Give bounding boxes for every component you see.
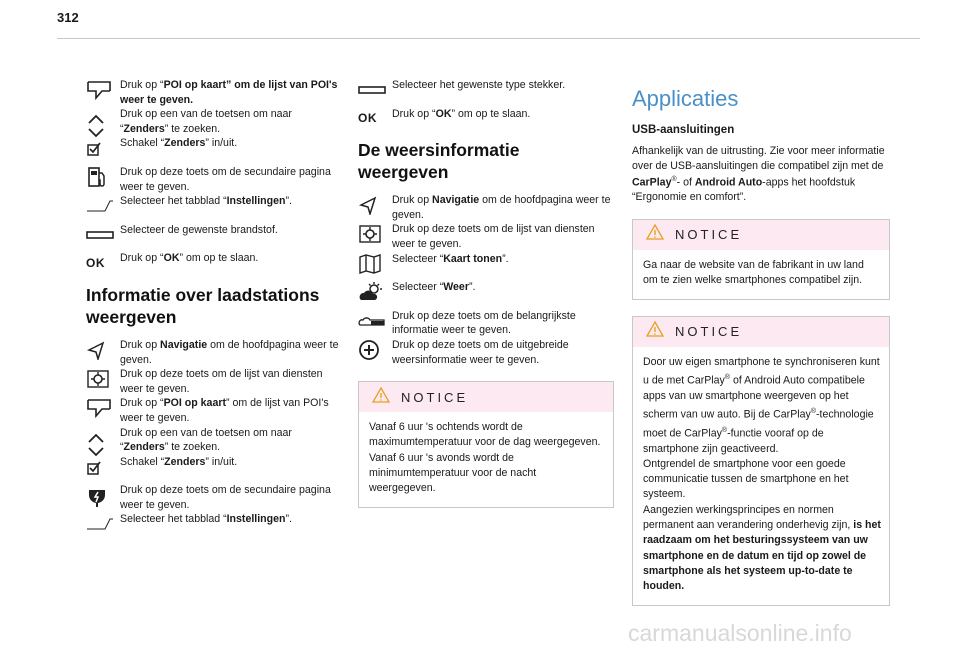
column-2 — [358, 78, 614, 508]
selection-bar-icon — [358, 79, 386, 101]
watermark: carmanualsonline.info — [628, 620, 852, 646]
warning-triangle-icon — [371, 386, 391, 409]
ok-icon: OK — [358, 111, 377, 126]
section-heading-apps: Applicaties — [632, 86, 739, 111]
step-navigation: Druk op Navigatie om de hoofdpagina weer te geven. — [358, 193, 614, 222]
notice-header — [633, 220, 889, 250]
step-show-map: Selecteer “Kaart tonen”. — [358, 252, 614, 267]
notice-body: Vanaf 6 uur 's ochtends wordt de maximumtemperatuur voor de dag weergegeven. Vanaf 6 uur 's avonds wordt de minimumtemperatuur voor de nacht weergegeven. — [369, 421, 601, 495]
notice-header — [359, 382, 613, 412]
poi-map-icon — [86, 397, 114, 419]
fuel-pump-icon — [86, 166, 114, 188]
notice-body: Ga naar de website van de fabrikant in uw land om te zien welke smartphones compatibel zijn. — [643, 258, 864, 287]
step-settings-tab-2: Selecteer het tabblad “Instellingen”. — [86, 512, 342, 527]
ok-icon: OK — [86, 256, 105, 271]
step-save: OK Druk op “OK” om op te slaan. — [86, 251, 342, 266]
section-heading-charging: Informatie over laadstations weergeven — [86, 284, 320, 327]
charging-plug-icon — [86, 484, 114, 506]
step-services-list: Druk op deze toets om de lijst van diensten weer te geven. — [86, 367, 342, 396]
usb-paragraph: Afhankelijk van de uitrusting. Zie voor meer informatie over de USB-aansluitingen die compatibel zijn met de CarPlay®- of Android Auto-apps het hoofdstuk “Ergonomie en comfort”. — [632, 145, 885, 204]
weather-icon — [358, 281, 386, 303]
page-number: 312 — [57, 10, 79, 25]
step-main-info: Druk op deze toets om de belangrijkste informatie weer te geven. — [358, 309, 614, 338]
step-secondary-page-2: Druk op deze toets om de secundaire pagina weer te geven. — [86, 483, 342, 512]
step-poi-map: Druk op “POI op kaart” om de lijst van POI's weer te geven. — [86, 78, 342, 107]
notice-body: Door uw eigen smartphone te synchroniseren kunt u de met CarPlay® of Android Auto compatibele apps van uw smartphone weergeven op het scherm van uw auto. Bij de CarPlay®-technologie moet de CarPlay®-functie vooraf op de smartphone zijn geactiveerd. Ontgrendel de smartphone voor een goede communicatie tussen de smartphone en het systeem. Aangezien werkingsprincipes en normen permanent aan verandering onderhevig zijn, is het raadzaam om het besturingssysteem van uw smartphone en de datum en tijd op zowel de smartphone als het systeem up-to-date te houden. — [643, 355, 881, 593]
step-search-stations-2: Druk op een van de toetsen om naar “Zenders” te zoeken. — [86, 426, 342, 455]
notice-box-sync — [632, 316, 890, 606]
column-3 — [632, 78, 890, 606]
subheading-usb: USB-aansluitingen — [632, 124, 735, 136]
step-select-fuel: Selecteer de gewenste brandstof. — [86, 223, 342, 238]
step-select-plug: Selecteer het gewenste type stekker. — [358, 78, 614, 93]
notice-title: NOTICE — [401, 389, 469, 405]
warning-triangle-icon — [645, 320, 665, 343]
weather-info-icon — [358, 310, 386, 332]
navigation-arrow-icon — [358, 194, 386, 216]
notice-box-weather — [358, 381, 614, 507]
step-search-stations: Druk op een van de toetsen om naar “Zenders” te zoeken. — [86, 107, 342, 136]
checkbox-icon — [86, 457, 114, 479]
plus-circle-icon — [358, 339, 386, 361]
poi-map-icon — [86, 79, 114, 101]
navigation-arrow-icon — [86, 339, 114, 361]
step-detailed-info: Druk op deze toets om de uitgebreide weersinformatie weer te geven. — [358, 338, 614, 367]
services-gear-icon — [86, 368, 114, 390]
column-1 — [86, 78, 342, 527]
step-save: OK Druk op “OK” om op te slaan. — [358, 107, 614, 122]
step-toggle-stations-2: Schakel “Zenders” in/uit. — [86, 455, 342, 470]
notice-title: NOTICE — [675, 324, 743, 339]
checkbox-icon — [86, 138, 114, 160]
map-icon — [358, 253, 386, 275]
header-divider — [57, 38, 920, 39]
step-settings-tab: Selecteer het tabblad “Instellingen”. — [86, 194, 342, 209]
services-gear-icon — [358, 223, 386, 245]
warning-triangle-icon — [645, 223, 665, 246]
selection-bar-icon — [86, 224, 114, 246]
step-toggle-stations: Schakel “Zenders” in/uit. — [86, 136, 342, 151]
section-heading-weather: De weersinformatie weergeven — [358, 140, 520, 183]
notice-header — [633, 317, 889, 347]
step-secondary-page: Druk op deze toets om de secundaire pagina weer te geven. — [86, 165, 342, 194]
step-navigation: Druk op Navigatie om de hoofdpagina weer te geven. — [86, 338, 342, 367]
notice-box-compat — [632, 219, 890, 300]
step-services-list: Druk op deze toets om de lijst van diensten weer te geven. — [358, 222, 614, 251]
settings-tab-icon — [86, 195, 114, 217]
settings-tab-icon — [86, 513, 114, 535]
step-poi-map-2: Druk op “POI op kaart” om de lijst van POI's weer te geven. — [86, 396, 342, 425]
notice-title: NOTICE — [675, 227, 743, 243]
step-select-weather: Selecteer “Weer”. — [358, 280, 614, 295]
